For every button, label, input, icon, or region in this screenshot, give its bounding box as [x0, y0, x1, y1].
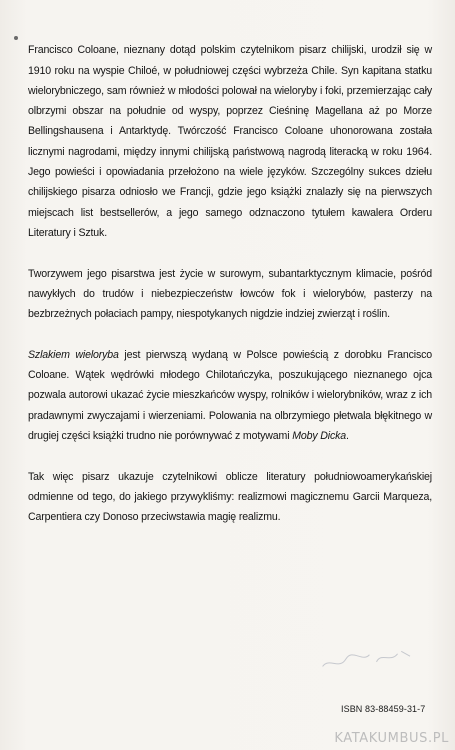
blurb-paragraph-1: [28, 20, 432, 243]
blurb-paragraph-4: [28, 446, 432, 527]
blurb-text: Tworzywem jego pisarstwa jest życie w surowym, subantarktycznym klimacie, pośród nawykłych do trudów i niebezpieczeństw łowców fok i wielorybów, pasterzy na bezbrzeżnych połaciach pampy, niespotykanych nigdzie indziej zwierząt i roślin.: [28, 267, 432, 321]
moby-dick-italic: Moby Dicka: [292, 429, 347, 442]
handwritten-pencil-mark: [317, 639, 420, 679]
cover-blurb: [28, 20, 432, 527]
blurb-text: jest pierwszą wydaną w Polsce powieścią z dorobku Francisco Coloane. Wątek wędrówki młodego Chilotańczyka, poszukującego nieznanego ojca pozwala autorowi ukazać życie mieszkańców wyspy, rolników i wielorybników, wraz z ich pradawnymi zwyczajami i wierzeniami. Polowania na olbrzymiego płetwala błękitnego w drugiej części książki trudno nie porównywać z motywami: [28, 348, 432, 442]
isbn-number: ISBN 83-88459-31-7: [341, 704, 426, 714]
site-watermark: KATAKUMBUS.PL: [334, 731, 449, 746]
blurb-text: Tak więc pisarz ukazuje czytelnikowi oblicze literatury południowoamerykańskiej odmienne od tego, do jakiego przywykliśmy: realizmowi magicznemu Garcii Marqueza, Carpentiera czy Donoso przeciwstawia magię realizmu.: [28, 470, 432, 524]
margin-dot: [14, 36, 18, 40]
blurb-paragraph-2: [28, 243, 432, 324]
blurb-text: Francisco Coloane, nieznany dotąd polskim czytelnikom pisarz chilijski, urodził się w 1910 roku na wyspie Chiloé, w południowej części wybrzeża Chile. Syn kapitana statku wielorybniczego, sam również w młodości polował na wieloryby i foki, przemierzając cały olbrzymi obszar na południe od wyspy, poprzez Cieśninę Magellana aż po Morze Bellingshausena i Antarktydę. Twórczość Francisco Coloane uhonorowana została licznymi nagrodami, między innymi chilijską państwową nagrodą literacką w roku 1964. Jego powieści i opowiadania przełożono na wiele języków. Szczególny sukces dziełu chilijskiego pisarza odniosło we Francji, gdzie jego książki znalazły się na pierwszych miejscach list bestsellerów, a jego samego odznaczono tytułem kawalera Orderu Literatury i Sztuk.: [28, 44, 432, 239]
blurb-paragraph-3: [28, 324, 432, 446]
book-title-italic: Szlakiem wieloryba: [28, 348, 119, 361]
blurb-text: .: [346, 429, 349, 442]
